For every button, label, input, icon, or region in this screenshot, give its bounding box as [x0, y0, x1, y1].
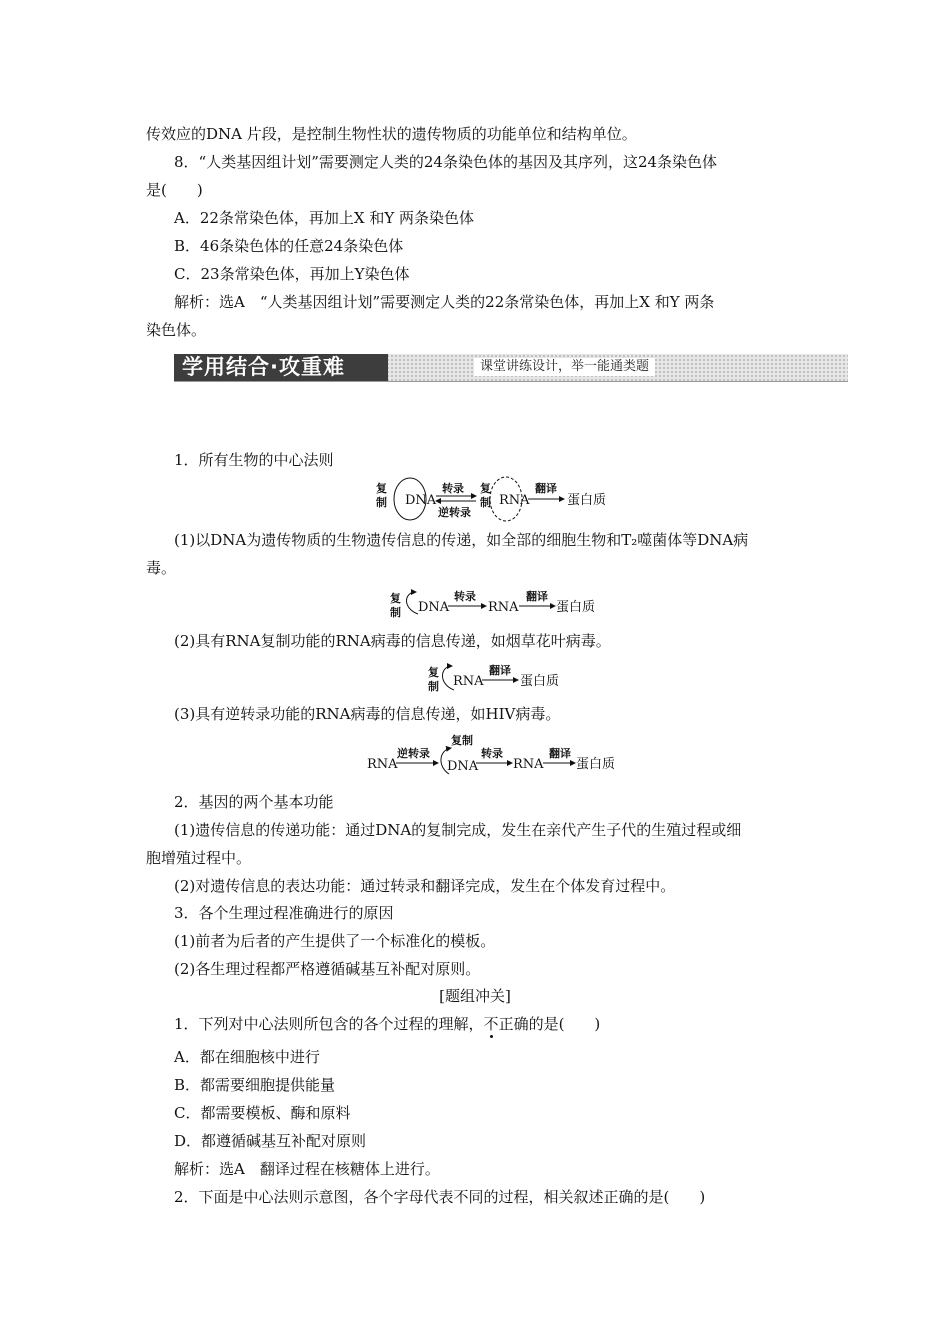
exercise-1-option-d: D．都遵循碱基互补配对原则: [174, 1132, 367, 1150]
replication-label-top: 复: [376, 482, 387, 495]
protein-label: 蛋白质: [567, 493, 607, 508]
text-line: 传效应的DNA 片段，是控制生物性状的遗传物质的功能单位和结构单位。: [146, 125, 637, 143]
function-2: (2)对遗传信息的表达功能：通过转录和翻译完成，发生在个体发育过程中。: [174, 877, 676, 895]
translation-label: 翻译: [549, 747, 571, 760]
transcription-label: 转录: [481, 747, 503, 760]
paragraph-1: (1)以DNA为遗传物质的生物遗传信息的传递，如全部的细胞生物和T₂噬菌体等DNA病: [174, 531, 749, 549]
exercise-group-heading: [题组冲关]: [439, 987, 511, 1005]
retrovirus-diagram: [367, 730, 627, 778]
dna-label: DNA: [418, 600, 450, 615]
protein-label: 蛋白质: [520, 674, 560, 689]
exercise-1-option-c: C．都需要模板、酶和原料: [174, 1104, 351, 1122]
question-8-stem: 8．“人类基因组计划”需要测定人类的24条染色体的基因及其序列，这24条染色体: [174, 153, 718, 171]
exercise-1-option-a: A．都在细胞核中进行: [174, 1048, 320, 1066]
translation-label: 翻译: [535, 482, 557, 495]
heading-central-dogma: 1．所有生物的中心法则: [174, 451, 334, 469]
paragraph-3: (3)具有逆转录功能的RNA病毒的信息传递，如HIV病毒。: [174, 705, 561, 723]
exercise-1-stem-part-2: 正确的是( ): [498, 1015, 601, 1033]
rna-replication-label-bottom: 制: [480, 496, 491, 509]
question-8-stem-cont: 是( ): [146, 181, 203, 199]
function-1: (1)遗传信息的传递功能：通过DNA的复制完成，发生在亲代产生子代的生殖过程或细: [174, 821, 742, 839]
paragraph-1-cont: 毒。: [146, 559, 177, 577]
question-8-option-a: A．22条常染色体，再加上X 和Y 两条染色体: [174, 209, 475, 227]
section-banner-title-block: [174, 354, 388, 381]
translation-label: 翻译: [526, 590, 548, 603]
function-1-cont: 胞增殖过程中。: [146, 849, 252, 867]
replication-label-top: 复: [428, 666, 439, 679]
question-8-option-c: C．23条常染色体，再加上Y染色体: [174, 265, 410, 283]
question-8-answer: 解析：选A “人类基因组计划”需要测定人类的22条常染色体，再加上X 和Y 两条: [174, 293, 715, 311]
question-8-option-b: B．46条染色体的任意24条染色体: [174, 237, 404, 255]
rna-label: RNA: [367, 757, 398, 772]
reason-1: (1)前者为后者的产生提供了一个标准化的模板。: [174, 932, 496, 950]
rna-virus-diagram: [426, 660, 626, 696]
exercise-2-stem: 2．下面是中心法则示意图，各个字母代表不同的过程，相关叙述正确的是( ): [174, 1188, 706, 1206]
transcription-label: 转录: [442, 482, 464, 495]
heading-gene-functions: 2．基因的两个基本功能: [174, 793, 334, 811]
replication-label-bottom: 制: [428, 680, 439, 693]
rna-label: RNA: [488, 600, 519, 615]
section-banner-subtitle: 课堂讲练设计，举一能通类题: [474, 358, 655, 376]
reverse-transcription-label: 逆转录: [397, 747, 430, 760]
paragraph-2: (2)具有RNA复制功能的RNA病毒的信息传递，如烟草花叶病毒。: [174, 632, 611, 650]
rna-label: RNA: [499, 493, 530, 508]
exercise-1-answer: 解析：选A 翻译过程在核糖体上进行。: [174, 1160, 440, 1178]
protein-label: 蛋白质: [576, 757, 616, 772]
protein-label: 蛋白质: [556, 600, 596, 615]
dna-label: DNA: [447, 759, 479, 774]
transcription-label: 转录: [454, 590, 476, 603]
section-banner: [174, 354, 848, 382]
exercise-1-stem-part-1: 1．下列对中心法则所包含的各个过程的理解，: [174, 1015, 484, 1033]
replication-label-bottom: 制: [390, 606, 401, 619]
translation-label: 翻译: [489, 664, 511, 677]
rna-label: RNA: [453, 674, 484, 689]
emphasis-not: 不: [483, 1015, 499, 1033]
replication-label-top: 复: [390, 592, 401, 605]
dna-replication-loop: [407, 592, 419, 614]
replication-label-bottom: 制: [376, 496, 387, 509]
exercise-1-stem: [174, 1014, 600, 1034]
central-dogma-diagram: [372, 472, 622, 524]
rna-label-2: RNA: [513, 757, 544, 772]
exercise-1-option-b: B．都需要细胞提供能量: [174, 1076, 336, 1094]
heading-accuracy-reasons: 3．各个生理过程准确进行的原因: [174, 904, 394, 922]
reverse-transcription-label: 逆转录: [438, 506, 471, 519]
replication-label: 复制: [451, 734, 473, 747]
section-banner-title: 学用结合·攻重难: [182, 355, 345, 379]
dna-virus-diagram: [388, 586, 628, 622]
dna-label: DNA: [405, 493, 437, 508]
question-8-answer-cont: 染色体。: [146, 321, 207, 339]
rna-replication-label-top: 复: [480, 482, 491, 495]
reason-2: (2)各生理过程都严格遵循碱基互补配对原则。: [174, 960, 481, 978]
